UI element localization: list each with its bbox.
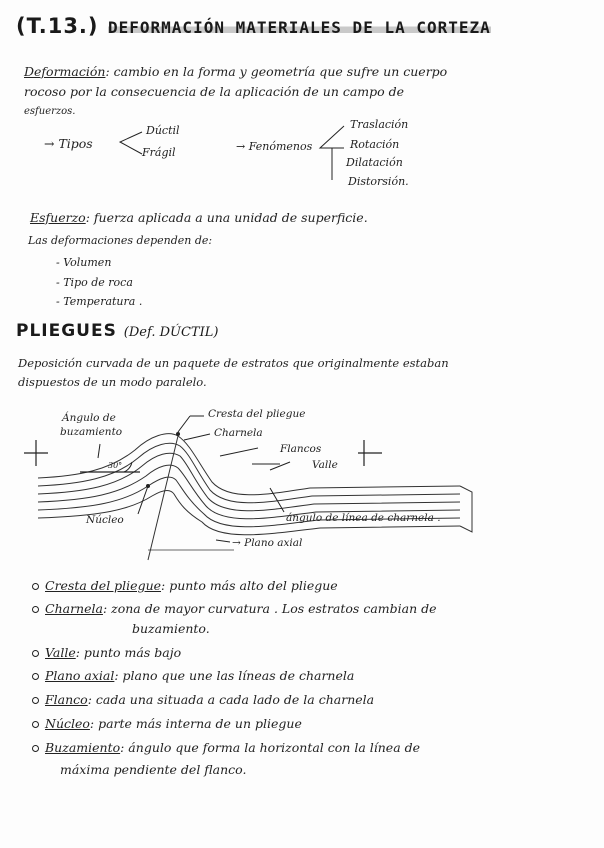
fenomeno-distorsion: Distorsión. [348,175,409,188]
def-plano-text: : plano que une las líneas de charnela [114,668,355,683]
section-marker-left [24,440,48,466]
deformacion-line1 [24,64,447,79]
tipos-label: → Tipos [44,136,93,151]
bullet-icon [32,745,39,752]
label-angulo-linea: ángulo de línea de charnela . [286,512,441,524]
deformacion-term: Deformación [24,64,106,79]
def-flanco [32,692,374,707]
label-angulo-1: Ángulo de [62,412,116,424]
def-valle-text: : punto más bajo [75,645,182,660]
def-valle [32,645,181,660]
depends-volumen: - Volumen [56,256,112,269]
pliegues-subheading: (Def. DÚCTIL) [123,325,219,340]
section-marker-right [358,440,382,466]
def-nucleo-text: : parte más interna de un pliegue [89,716,302,731]
label-cresta: Cresta del pliegue [208,408,306,420]
deformacion-line2: rocoso por la consecuencia de la aplicación de un campo de [24,84,405,99]
def-charnela [32,601,437,616]
pliegues-def2: dispuestos de un modo paralelo. [18,375,207,389]
fenomeno-dilatacion: Dilatación [346,156,403,169]
label-plano-axial: → Plano axial [232,537,303,549]
esfuerzo-line [30,210,368,225]
depends-roca: - Tipo de roca [56,276,133,289]
esfuerzo-depends: Las deformaciones dependen de: [28,234,213,247]
def-charnela-term: Charnela [45,601,103,616]
bullet-icon [32,583,39,590]
label-charnela: Charnela [214,427,263,439]
fenomeno-traslacion: Traslación [350,118,409,131]
depends-temperatura: - Temperatura . [56,295,143,308]
bullet-icon [32,606,39,613]
def-charnela-cont: buzamiento. [132,621,210,636]
def-flanco-text: : cada una situada a cada lado de la charnela [87,692,375,707]
tipo-fragil: Frágil [142,146,176,159]
def-cresta-term: Cresta del pliegue [45,578,162,593]
bullet-icon [32,697,39,704]
pliegues-heading: PLIEGUES [16,321,117,341]
bullet-icon [32,673,39,680]
def-nucleo-term: Núcleo [45,716,90,731]
label-angulo-2: buzamiento [60,426,123,438]
def-charnela-text: : zona de mayor curvatura . Los estratos cambian de [102,601,437,616]
def-buzamiento-cont: máxima pendiente del flanco. [60,762,247,777]
def-nucleo [32,716,302,731]
label-valle: Valle [312,459,338,471]
def-buzamiento-term: Buzamiento [45,740,121,755]
def-plano-axial [32,668,354,683]
def-cresta-text: : punto más alto del pliegue [161,578,338,593]
dip-angle-value: 30° [108,461,123,470]
tipo-ductil: Dúctil [146,124,180,137]
def-flanco-term: Flanco [45,692,88,707]
def-valle-term: Valle [45,645,76,660]
section-heading [16,321,218,341]
fenomeno-rotacion: Rotación [350,138,400,151]
page-title: DEFORMACIÓN MATERIALES DE LA CORTEZA [108,18,491,37]
pliegues-def1: Deposición curvada de un paquete de estratos que originalmente estaban [18,356,449,370]
esfuerzo-def: : fuerza aplicada a una unidad de superficie. [85,210,368,225]
deformacion-def1: : cambio en la forma y geometría que sufre un cuerpo [105,64,448,79]
fenomenos-brace [316,122,348,186]
def-buzamiento-text: : ángulo que forma la horizontal con la línea de [120,740,421,755]
label-flancos: Flancos [280,443,322,455]
def-plano-term: Plano axial [45,668,115,683]
bullet-icon [32,721,39,728]
def-buzamiento [32,740,420,755]
title-number: (T.13.) [16,14,99,38]
label-nucleo: Núcleo [86,514,124,526]
def-cresta [32,578,338,593]
fenomenos-label: → Fenómenos [236,140,313,153]
bullet-icon [32,650,39,657]
deformacion-line3: esfuerzos. [24,106,76,117]
esfuerzo-term: Esfuerzo [30,210,86,225]
